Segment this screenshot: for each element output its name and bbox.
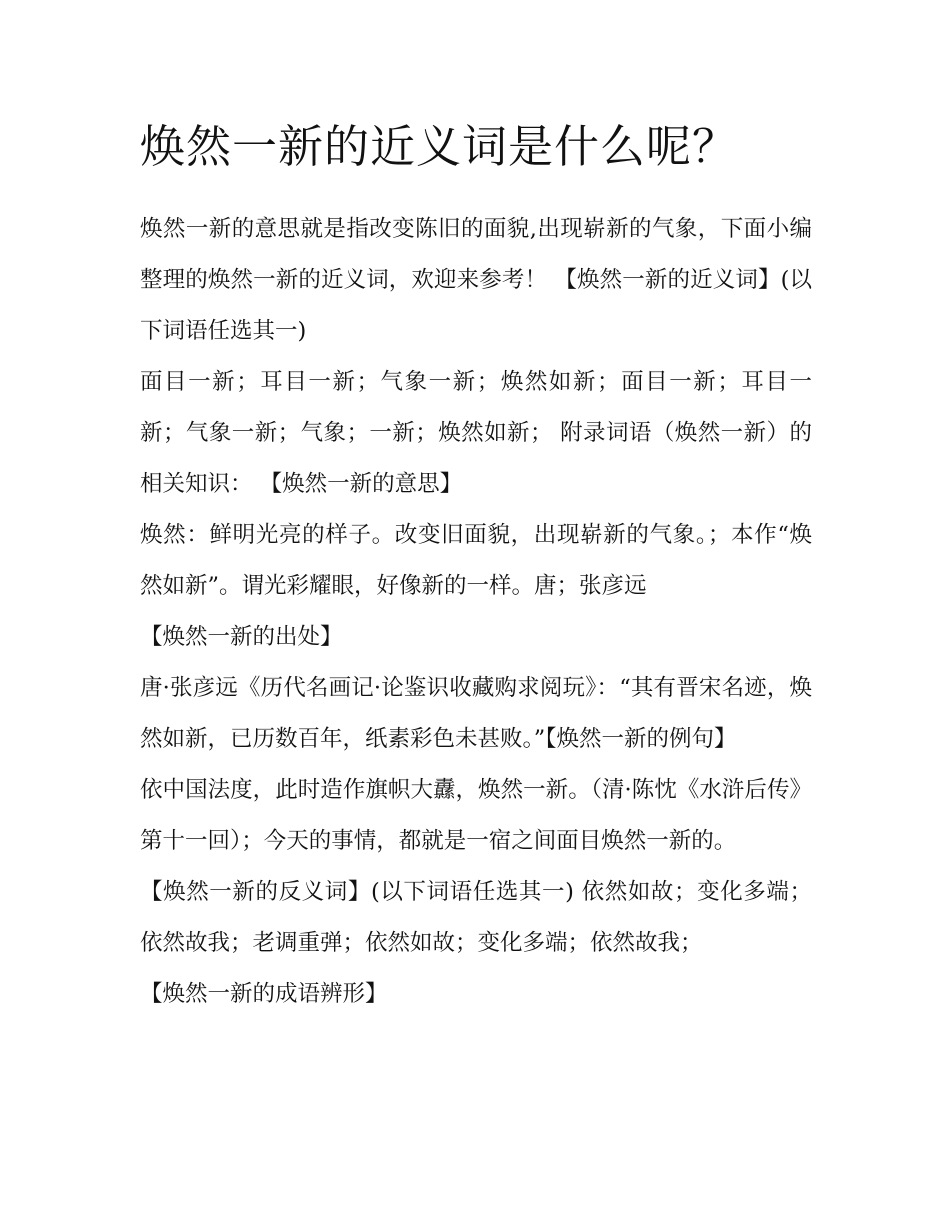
paragraph-intro: 焕然一新的意思就是指改变陈旧的面貌,出现崭新的气象，下面小编整理的焕然一新的近义词，欢迎来参考！ 【焕然一新的近义词】(以下词语任选其一) — [140, 216, 812, 344]
paragraph-meaning: 焕然：鲜明光亮的样子。改变旧面貌，出现崭新的气象。；本作“焕然如新”。谓光彩耀眼，好像新的一样。唐；张彦远 — [140, 522, 812, 599]
heading-origin: 【焕然一新的出处】 — [140, 624, 343, 650]
document-body — [140, 108, 812, 1020]
paragraph-synonyms: 面目一新；耳目一新；气象一新；焕然如新；面目一新；耳目一新；气象一新；气象；一新；焕然如新； 附录词语（焕然一新）的相关知识： 【焕然一新的意思】 — [140, 369, 812, 497]
paragraph-origin: 唐·张彦远《历代名画记·论鉴识收藏购求阅玩》：“其有晋宋名迹，焕然如新，已历数百年，纸素彩色未甚败。”【焕然一新的例句】 — [140, 675, 812, 752]
paragraph-examples: 依中国法度，此时造作旗帜大纛，焕然一新。（清·陈忱《水浒后传》第十一回）；今天的事情，都就是一宿之间面目焕然一新的。 — [140, 777, 812, 854]
paragraph-antonyms: 【焕然一新的反义词】(以下词语任选其一) 依然如故；变化多端；依然故我；老调重弹；依然如故；变化多端；依然故我； — [140, 879, 812, 956]
page-title: 焕然一新的近义词是什么呢？ — [140, 120, 739, 173]
heading-distinction: 【焕然一新的成语辨形】 — [140, 981, 388, 1007]
